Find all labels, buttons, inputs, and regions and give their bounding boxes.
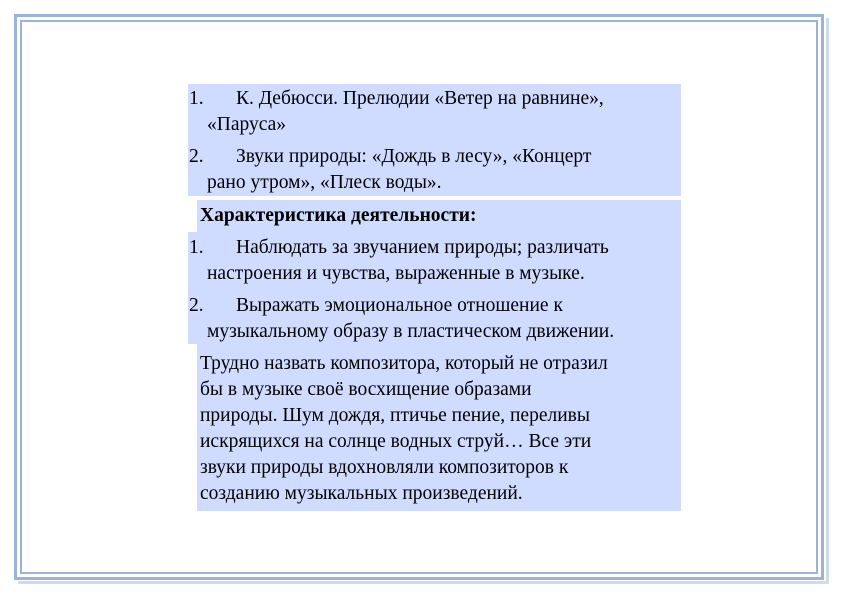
paragraph-line: Трудно назвать композитора, который не отразил xyxy=(200,353,608,374)
paragraph-line: природы. Шум дождя, птичье пение, переливы xyxy=(200,405,590,426)
section-heading: Характеристика деятельности: xyxy=(200,205,477,226)
list-item-line: настроения и чувства, выраженные в музыке. xyxy=(207,263,585,284)
list-item-line: музыкальному образу в пластическом движении. xyxy=(207,321,615,342)
list-item-line: Звуки природы: «Дождь в лесу», «Концерт xyxy=(236,146,592,167)
list-number: 1. xyxy=(189,88,204,109)
paragraph-line: бы в музыке своё восхищение образами xyxy=(200,379,532,400)
list-item-line: рано утром», «Плеск воды». xyxy=(207,172,442,193)
list-item-line: К. Дебюсси. Прелюдии «Ветер на равнине», xyxy=(236,88,604,109)
frame-shadow-right xyxy=(826,18,829,584)
paragraph-line: искрящихся на солнце водных струй… Все эти xyxy=(200,431,592,452)
list-item-line: Наблюдать за звучанием природы; различать xyxy=(236,237,609,258)
list-number: 2. xyxy=(189,295,204,316)
list-item-line: Выражать эмоциональное отношение к xyxy=(236,295,563,316)
list-number: 1. xyxy=(189,237,204,258)
paragraph-line: созданию музыкальных произведений. xyxy=(200,483,523,504)
list-item-line: «Паруса» xyxy=(207,114,287,135)
paragraph-line: звуки природы вдохновляли композиторов к xyxy=(200,457,569,478)
frame-shadow-bottom xyxy=(18,581,829,584)
list-number: 2. xyxy=(189,146,204,167)
